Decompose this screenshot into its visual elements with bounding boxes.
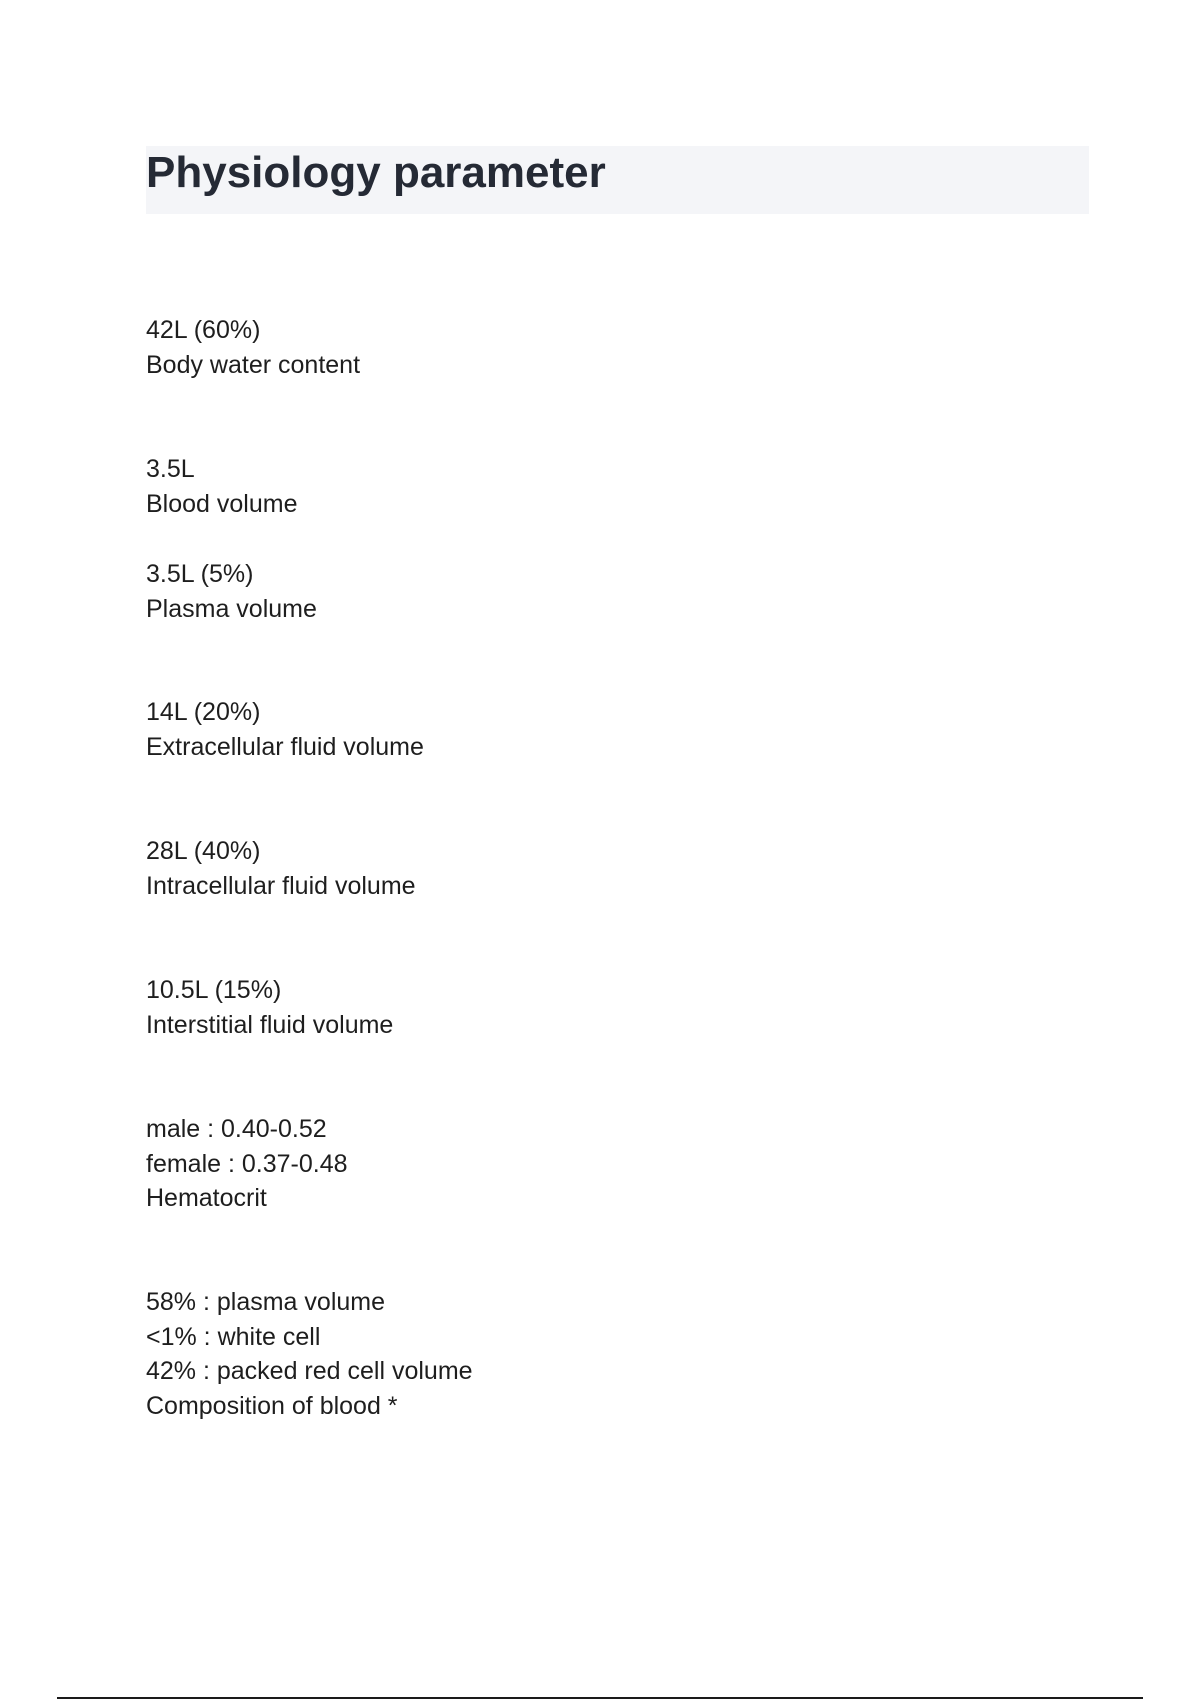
entry-value: 3.5L bbox=[146, 455, 195, 483]
entry-label: Extracellular fluid volume bbox=[146, 732, 424, 761]
entry-value: 58% : plasma volume bbox=[146, 1288, 386, 1316]
entry-label: Interstitial fluid volume bbox=[146, 1010, 394, 1039]
entry-hematocrit bbox=[146, 1112, 348, 1216]
entry-extracellular-fluid bbox=[146, 695, 424, 764]
entry-value: 10.5L (15%) bbox=[146, 976, 282, 1004]
entry-value: 14L (20%) bbox=[146, 698, 261, 726]
entry-label: Body water content bbox=[146, 350, 361, 379]
entry-label: Intracellular fluid volume bbox=[146, 871, 416, 900]
entry-interstitial-fluid bbox=[146, 973, 393, 1042]
entry-value: male : 0.40-0.52 bbox=[146, 1115, 327, 1143]
entry-intracellular-fluid bbox=[146, 834, 416, 903]
entry-plasma-volume bbox=[146, 557, 317, 626]
entry-label: Blood volume bbox=[146, 489, 298, 518]
entry-value: female : 0.37-0.48 bbox=[146, 1149, 348, 1178]
entry-value: <1% : white cell bbox=[146, 1322, 321, 1351]
entry-label: Hematocrit bbox=[146, 1184, 267, 1212]
footer-divider bbox=[57, 1697, 1143, 1699]
entry-blood-volume bbox=[146, 452, 297, 521]
entry-label: Plasma volume bbox=[146, 594, 317, 623]
entry-value: 28L (40%) bbox=[146, 837, 261, 865]
entry-blood-composition bbox=[146, 1285, 473, 1423]
entry-value: 42L (60%) bbox=[146, 316, 261, 344]
entry-value: 42% : packed red cell volume bbox=[146, 1357, 473, 1385]
page-title: Physiology parameter bbox=[146, 148, 606, 197]
entry-body-water bbox=[146, 313, 360, 382]
entry-label: Composition of blood * bbox=[146, 1391, 398, 1420]
entry-value: 3.5L (5%) bbox=[146, 560, 254, 588]
